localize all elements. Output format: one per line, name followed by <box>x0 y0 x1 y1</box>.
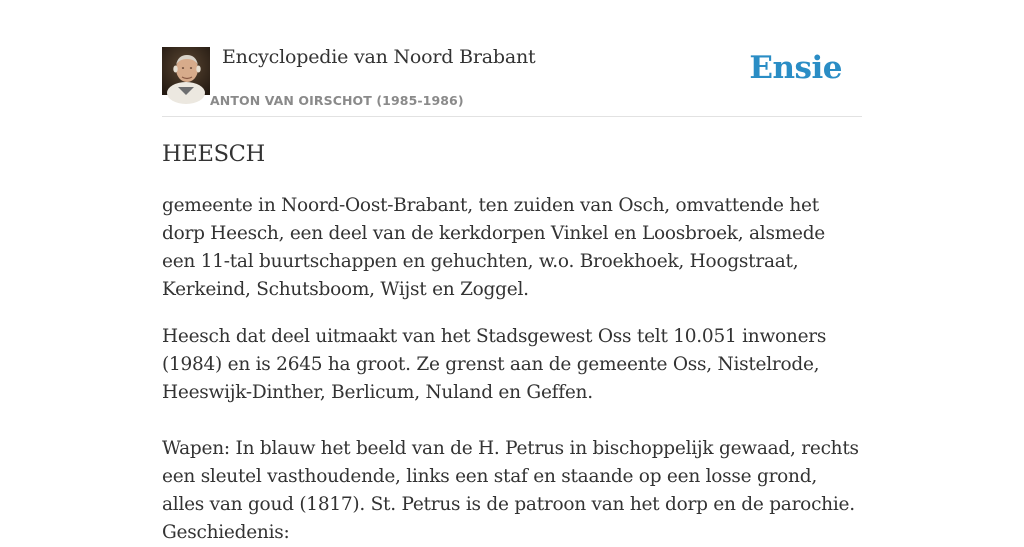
source-title[interactable]: Encyclopedie van Noord Brabant <box>222 46 536 68</box>
ensie-logo[interactable]: Ensie <box>749 50 842 86</box>
source-author[interactable]: ANTON VAN OIRSCHOT (1985-1986) <box>210 93 464 108</box>
author-portrait-icon <box>162 47 210 95</box>
article <box>162 138 862 547</box>
article-paragraph: gemeente in Noord-Oost-Brabant, ten zuiden van Osch, omvattende het dorp Heesch, een deel van de kerkdorpen Vinkel en Loosbroek, alsmede een 11-tal buurtschappen en gehuchten, w.o. Broekhoek, Hoogstraat, Kerkeind, Schutsboom, Wijst en Zoggel. <box>162 195 825 300</box>
article-paragraph: Heesch dat deel uitmaakt van het Stadsgewest Oss telt 10.051 inwoners (1984) en is 2645 ha groot. Ze grenst aan de gemeente Oss, Nistelrode, Heeswijk-Dinther, Berlicum, Nuland en Geffen. <box>162 326 827 403</box>
article-title: HEESCH <box>162 141 265 167</box>
source-header <box>162 40 862 117</box>
article-paragraph: Wapen: In blauw het beeld van de H. Petrus in bischoppelijk gewaad, rechts een sleutel vasthoudende, links een staf en staande op een losse grond, alles van goud (1817). St. Petrus is de patroon van het dorp en de parochie. Geschiedenis: <box>162 438 859 543</box>
author-avatar[interactable] <box>162 47 210 95</box>
